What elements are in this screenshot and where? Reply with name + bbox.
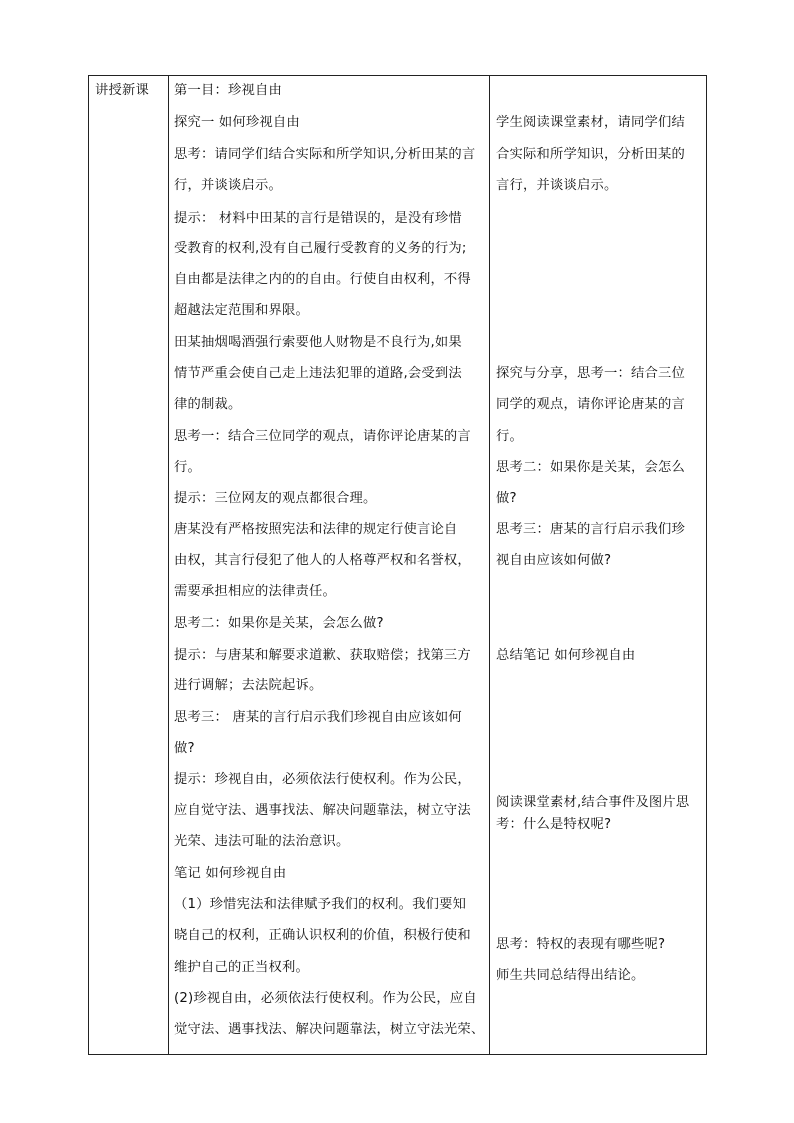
- section-column: [89, 76, 168, 1054]
- text-line: 行，并谈谈启示。: [174, 178, 282, 193]
- text-line: 思考三：唐某的言行启示我们珍: [496, 522, 685, 537]
- subsection-title: 第一目：珍视自由: [174, 83, 282, 98]
- text-line: 提示：三位网友的观点都很合理。: [174, 491, 377, 506]
- lesson-table: [88, 75, 707, 1055]
- text-line: 总结笔记 如何珍视自由: [496, 648, 636, 663]
- text-line: 应自觉守法、遇事找法、解决问题靠法，树立守法: [174, 803, 471, 818]
- text-line: 考：什么是特权呢?: [496, 817, 612, 832]
- text-line: 思考二：如果你是关某，会怎么: [496, 460, 685, 475]
- text-line: 维护自己的正当权利。: [174, 960, 309, 975]
- text-line: 由权，其言行侵犯了他人的人格尊严权和名誉权，: [174, 553, 471, 568]
- notes-heading: 笔记 如何珍视自由: [174, 866, 287, 881]
- text-line: 田某抽烟喝酒强行索要他人财物是不良行为,如果: [174, 335, 462, 350]
- text-line: 自由都是法律之内的的自由。行使自由权利，不得: [174, 272, 471, 287]
- teacher-content-column: [169, 76, 489, 1054]
- text-line: 光荣、违法可耻的法治意识。: [174, 834, 350, 849]
- text-line: 探究一 如何珍视自由: [174, 115, 300, 130]
- text-line: 师生共同总结得出结论。: [496, 968, 645, 983]
- text-line: 探究与分享，思考一：结合三位: [496, 366, 685, 381]
- text-line: 行。: [174, 460, 201, 475]
- student-activity-column: [490, 76, 707, 1054]
- text-line: 做?: [174, 741, 195, 756]
- text-line: (2)珍视自由，必须依法行使权利。作为公民，应自: [174, 991, 477, 1006]
- text-line: 律的制裁。: [174, 397, 242, 412]
- text-line: 阅读课堂素材,结合事件及图片思: [496, 795, 690, 810]
- text-line: 同学的观点，请你评论唐某的言: [496, 397, 685, 412]
- text-line: 思考三： 唐某的言行启示我们珍视自由应该如何: [174, 710, 462, 725]
- text-line: 觉守法、遇事找法、解决问题靠法，树立守法光荣、: [174, 1022, 485, 1037]
- text-line: （1）珍惜宪法和法律赋予我们的权利。我们要知: [174, 897, 467, 912]
- text-line: 受教育的权利,没有自己履行受教育的义务的行为;: [174, 241, 467, 256]
- text-line: 言行，并谈谈启示。: [496, 178, 618, 193]
- text-line: 唐某没有严格按照宪法和法律的规定行使言论自: [174, 522, 458, 537]
- text-line: 视自由应该如何做?: [496, 553, 612, 568]
- text-line: 进行调解；去法院起诉。: [174, 678, 323, 693]
- text-line: 需要承担相应的法律责任。: [174, 584, 336, 599]
- text-line: 提示： 材料中田某的言行是错误的，是没有珍惜: [174, 211, 462, 226]
- text-line: 思考：特权的表现有哪些呢?: [496, 937, 666, 952]
- text-line: 学生阅读课堂素材，请同学们结: [496, 115, 685, 130]
- text-line: 超越法定范围和界限。: [174, 303, 309, 318]
- text-line: 晓自己的权利，正确认识权利的价值，积极行使和: [174, 928, 471, 943]
- text-line: 思考一：结合三位同学的观点，请你评论唐某的言: [174, 429, 471, 444]
- text-line: 情节严重会使自己走上违法犯罪的道路,会受到法: [174, 366, 462, 381]
- text-line: 提示：珍视自由，必须依法行使权利。作为公民，: [174, 772, 471, 787]
- text-line: 做?: [496, 491, 517, 506]
- text-line: 提示：与唐某和解要求道歉、获取赔偿；找第三方: [174, 648, 471, 663]
- section-label: 讲授新课: [95, 83, 149, 98]
- text-line: 合实际和所学知识，分析田某的: [496, 147, 685, 162]
- text-line: 行。: [496, 429, 523, 444]
- text-line: 思考二：如果你是关某，会怎么做?: [174, 616, 384, 631]
- text-line: 思考：请同学们结合实际和所学知识,分析田某的言: [174, 147, 476, 162]
